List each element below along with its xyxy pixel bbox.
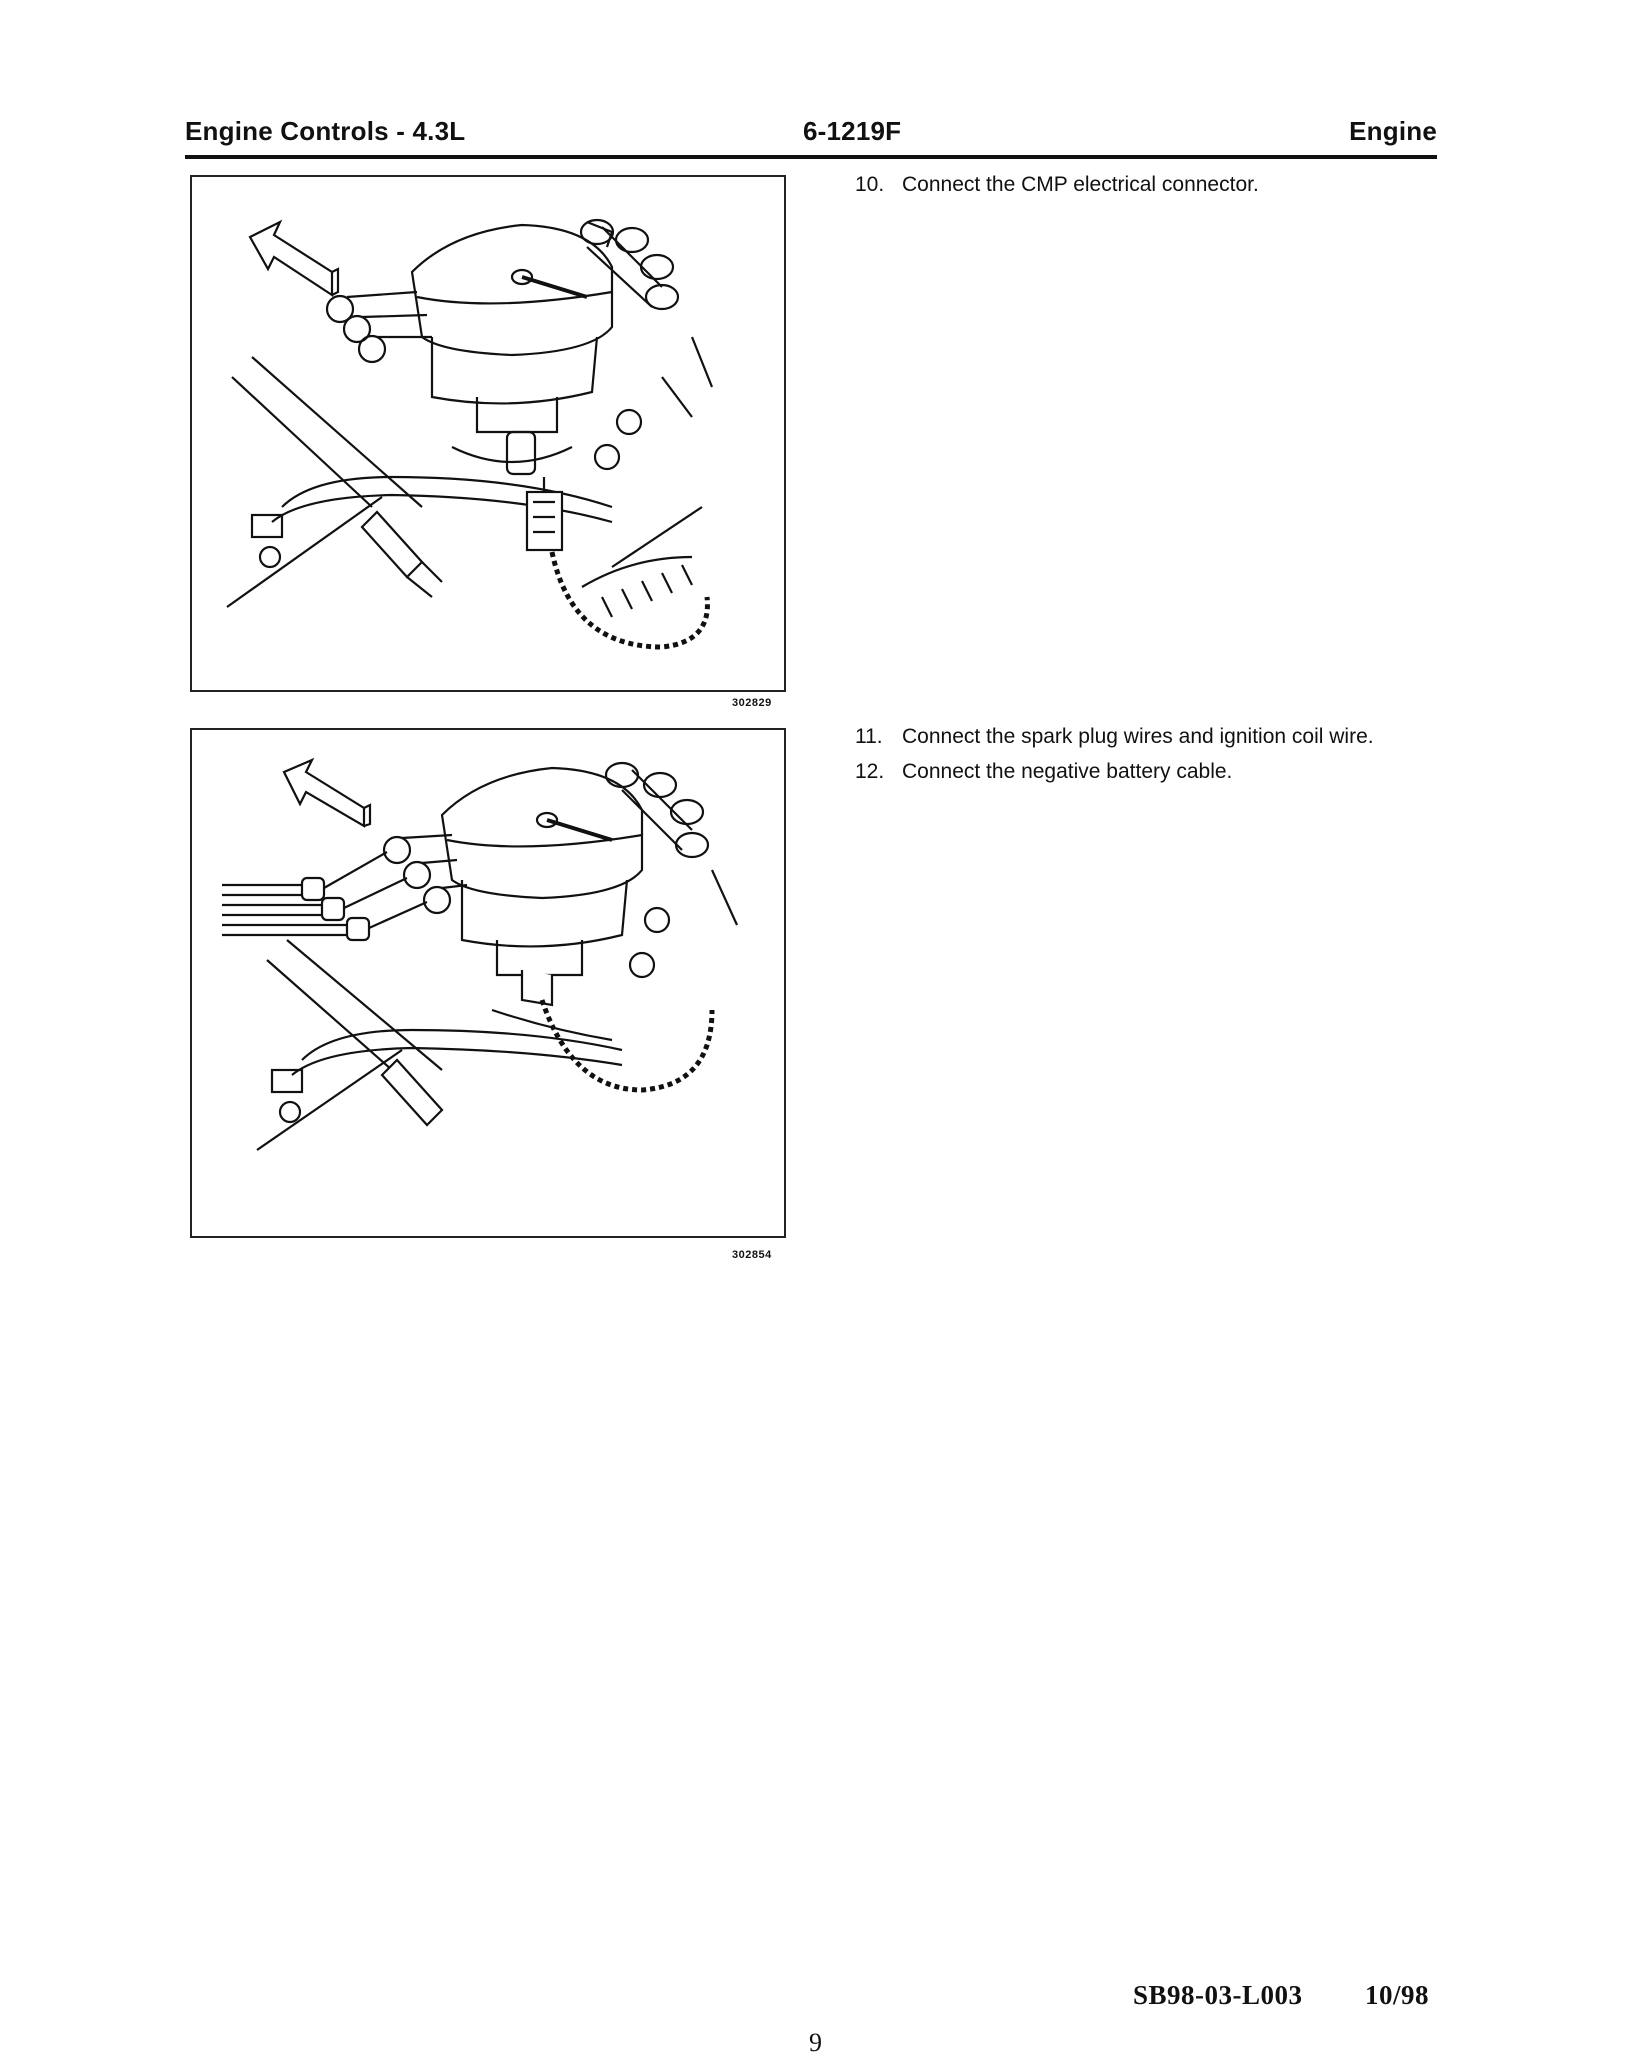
step-item — [855, 724, 1415, 749]
figure-id: 302829 — [732, 697, 772, 709]
step-text: Connect the spark plug wires and ignition coil wire. — [902, 725, 1374, 748]
footer-document-code — [1133, 1980, 1429, 2011]
page-number: 9 — [809, 2028, 822, 2057]
steps-block-2 — [855, 724, 1415, 794]
doc-code: SB98-03-L003 — [1133, 1980, 1303, 2010]
doc-date: 10/98 — [1365, 1980, 1430, 2010]
step-number: 10. — [855, 173, 885, 196]
step-item — [855, 759, 1415, 784]
figure-id: 302854 — [732, 1249, 772, 1261]
figure-cmp-connector — [190, 175, 786, 692]
step-text: Connect the negative battery cable. — [902, 760, 1233, 783]
page-header — [185, 116, 1437, 156]
distributor-spark-plug-wires-illustration — [192, 730, 784, 1236]
header-rule — [185, 155, 1437, 159]
header-section-title: Engine Controls - 4.3L — [185, 116, 466, 146]
header-category: Engine — [1349, 116, 1437, 146]
steps-block-1 — [855, 172, 1415, 207]
step-text: Connect the CMP electrical connector. — [902, 173, 1259, 196]
figure-spark-plug-wires — [190, 728, 786, 1238]
step-item — [855, 172, 1415, 197]
distributor-cmp-connector-illustration — [192, 177, 784, 690]
step-number: 12. — [855, 760, 885, 783]
header-page-code: 6-1219F — [803, 116, 902, 146]
step-number: 11. — [855, 725, 883, 748]
